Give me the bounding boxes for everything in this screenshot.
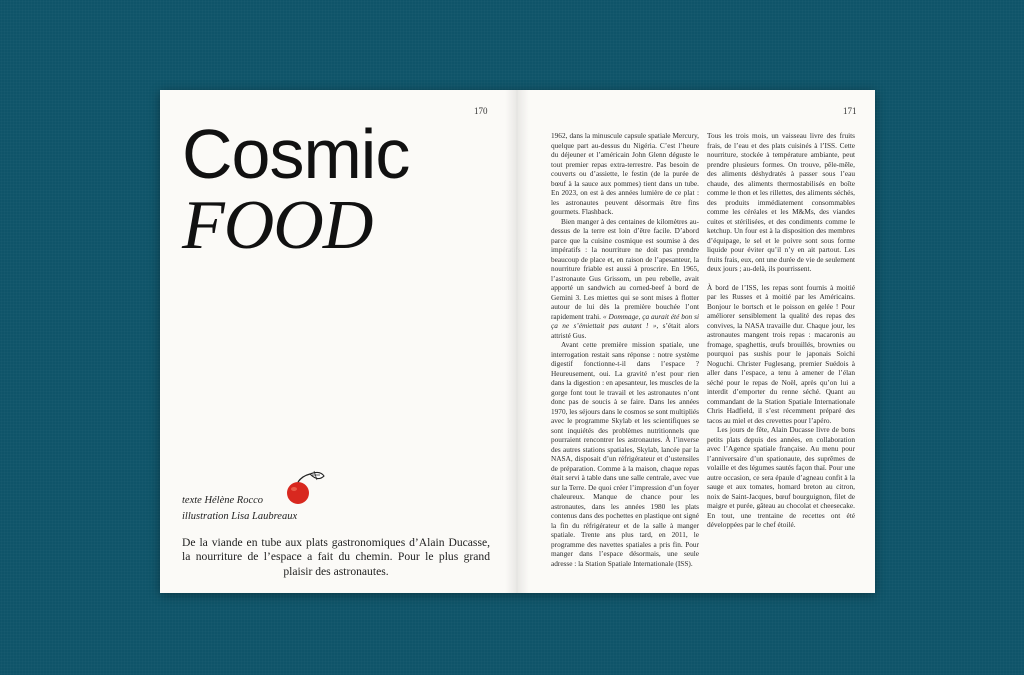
- paragraph: Les jours de fête, Alain Ducasse livre de bons petits plats depuis des années, en collaboration avec l’Agence spatiale française. Au menu pour l’anniversaire d’un spationaute, des suprêmes de volaille et des légumes sautés façon thaï. Pour une autre occasion, ce sera épaule d’agneau confit à la sauge et aux tomates, homard breton au citron, noix de Saint-Jacques, bœuf bourguignon, filet de maigre et purée, gâteau au chocolat et cheesecake. En tout, une trentaine de recettes ont été développées par le chef étoilé.: [707, 425, 855, 529]
- paragraph: 1962, dans la minuscule capsule spatiale Mercury, quelque part au-dessus du Nigéria. C’est l’heure du déjeuner et l’américain John Glenn déguste le tout premier repas extra-terrestre. Pas besoin de couverts ou d’assiette, le festin (de la purée de bœuf à la sauce aux pommes) tient dans un tube. En 2023, on est à des années lumière de ce plat : les astronautes peuvent désormais être fins gourmets. Flashback.: [551, 131, 699, 216]
- body-column-2: [707, 131, 855, 530]
- paragraph: [551, 217, 699, 341]
- quote: « Dommage, ça aurait été bon si ça ne s’émiettait pas autant ! »: [551, 311, 699, 330]
- credit-text: texte Hélène Rocco: [182, 495, 264, 506]
- page-number-left: 170: [474, 106, 488, 116]
- paragraph: À bord de l’ISS, les repas sont fournis à moitié par les Russes et à moitié par les Américains. Bonjour le bortsch et le poisson en gelée ! Pour améliorer sensiblement la qualité des repas des convives, la NASA travaille dur. Chaque jour, les astronautes mangent trois repas : macaronis au fromage, spaghettis, œufs brouillés, brownies ou pourquoi pas sushis pour le japonais Soichi Noguchi. Christer Fuglesang, premier Suédois à aller dans l’espace, a tenu à amener de l’élan séché pour le repas de Noël, après qu’on lui a interdit d’emporter du renne séché. Quant au commandant de la Station Spatiale Internationale Chris Hadfield, il s’est récemment préparé des tacos au miel et des crevettes pour l’apéro.: [707, 282, 855, 425]
- magazine-spread: [160, 90, 875, 593]
- paragraph-text: Bien manger à des centaines de kilomètres au-dessus de la terre est loin d’être facile. D’abord parce que la cuisine cosmique est soumise à des impératifs : la nourriture ne doit pas prendre beaucoup de place et, en raison de l’apesanteur, la nourriture friable est aussi à proscrire. En 1965, l’astronaute Gus Grissom, un peu rebelle, avait apporté un sandwich au corned-beef à bord de Gemini 3. Les miettes qui se sont mises à flotter autour de lui dès la première bouchée l’ont rapidement trahi.: [551, 216, 699, 321]
- credit-illustration: illustration Lisa Laubreaux: [182, 511, 298, 522]
- paragraph-text: , s’était alors attristé Gus.: [551, 321, 699, 340]
- paragraph: Tous les trois mois, un vaisseau livre des fruits frais, de l’eau et des plats cuisinés à l’ISS. Cette nourriture, stockée à température ambiante, peut prendre plusieurs formes. On trouve, pêle-mêle, des aliments déshydratés à passer sous l’eau chaude, des aliments thermostabilisés en boîte comme le thon et les rillettes, des aliments séchés, des produits immédiatement consommables comme les céréales et les M&Ms, des viandes cuites et stérilisées, et des condiments comme le ketchup. Un four est à la disposition des membres d’équipage, le sel et le poivre sont sous forme liquide pour éviter qu’il n’y en ait partout. Les fruits frais, eux, ont une durée de vie de seulement deux jours ; au-delà, ils pourrissent.: [707, 131, 855, 273]
- body-column-1: [551, 131, 699, 568]
- right-page: [517, 90, 875, 593]
- article-intro: De la viande en tube aux plats gastronomiques d’Alain Ducasse, la nourriture de l’espace a fait du chemin. Pour le plus grand plaisir des astronautes.: [182, 536, 490, 578]
- article-title: [182, 115, 512, 264]
- title-line-2: FOOD: [182, 186, 373, 264]
- paragraph: Avant cette première mission spatiale, une interrogation restait sans réponse : notre système digestif fonctionne-t-il dans l’espace ? Heureusement, oui. La gravité n’est pour rien dans la digestion : en apesanteur, les muscles de la gorge font tout le travail et les astronautes n’ont donc pas de soucis à se faire. Dans les années 1970, les séjours dans le cosmos se sont multipliés avec le programme Skylab et les scientifiques se sont inquiétés des problèmes nutritionnels que pourraient rencontrer les astronautes. À l’inverse des autres stations spatiales, Skylab, lancée par la NASA, disposait d’un réfrigérateur et d’ustensiles de préparation. Comme à la maison, chaque repas était servi à table dans une salle centrale, avec vue sur la Terre. De quoi créer l’impression d’un foyer chaleureux. Manque de chance pour les astronautes, dans les années 1980 les plats contenus dans des pochettes en plastique ont signé la fin du réfrigérateur et de la salle à manger spatiale. Trente ans plus tard, en 2011, le programme des navettes spatiales a pris fin. Pour manger dans l’espace désormais, une seule adresse : la Station Spatiale Internationale (ISS).: [551, 340, 699, 568]
- title-line-1: Cosmic: [182, 115, 410, 193]
- article-credits: [182, 493, 297, 525]
- left-page: [160, 90, 517, 593]
- page-number-right: 171: [843, 106, 857, 116]
